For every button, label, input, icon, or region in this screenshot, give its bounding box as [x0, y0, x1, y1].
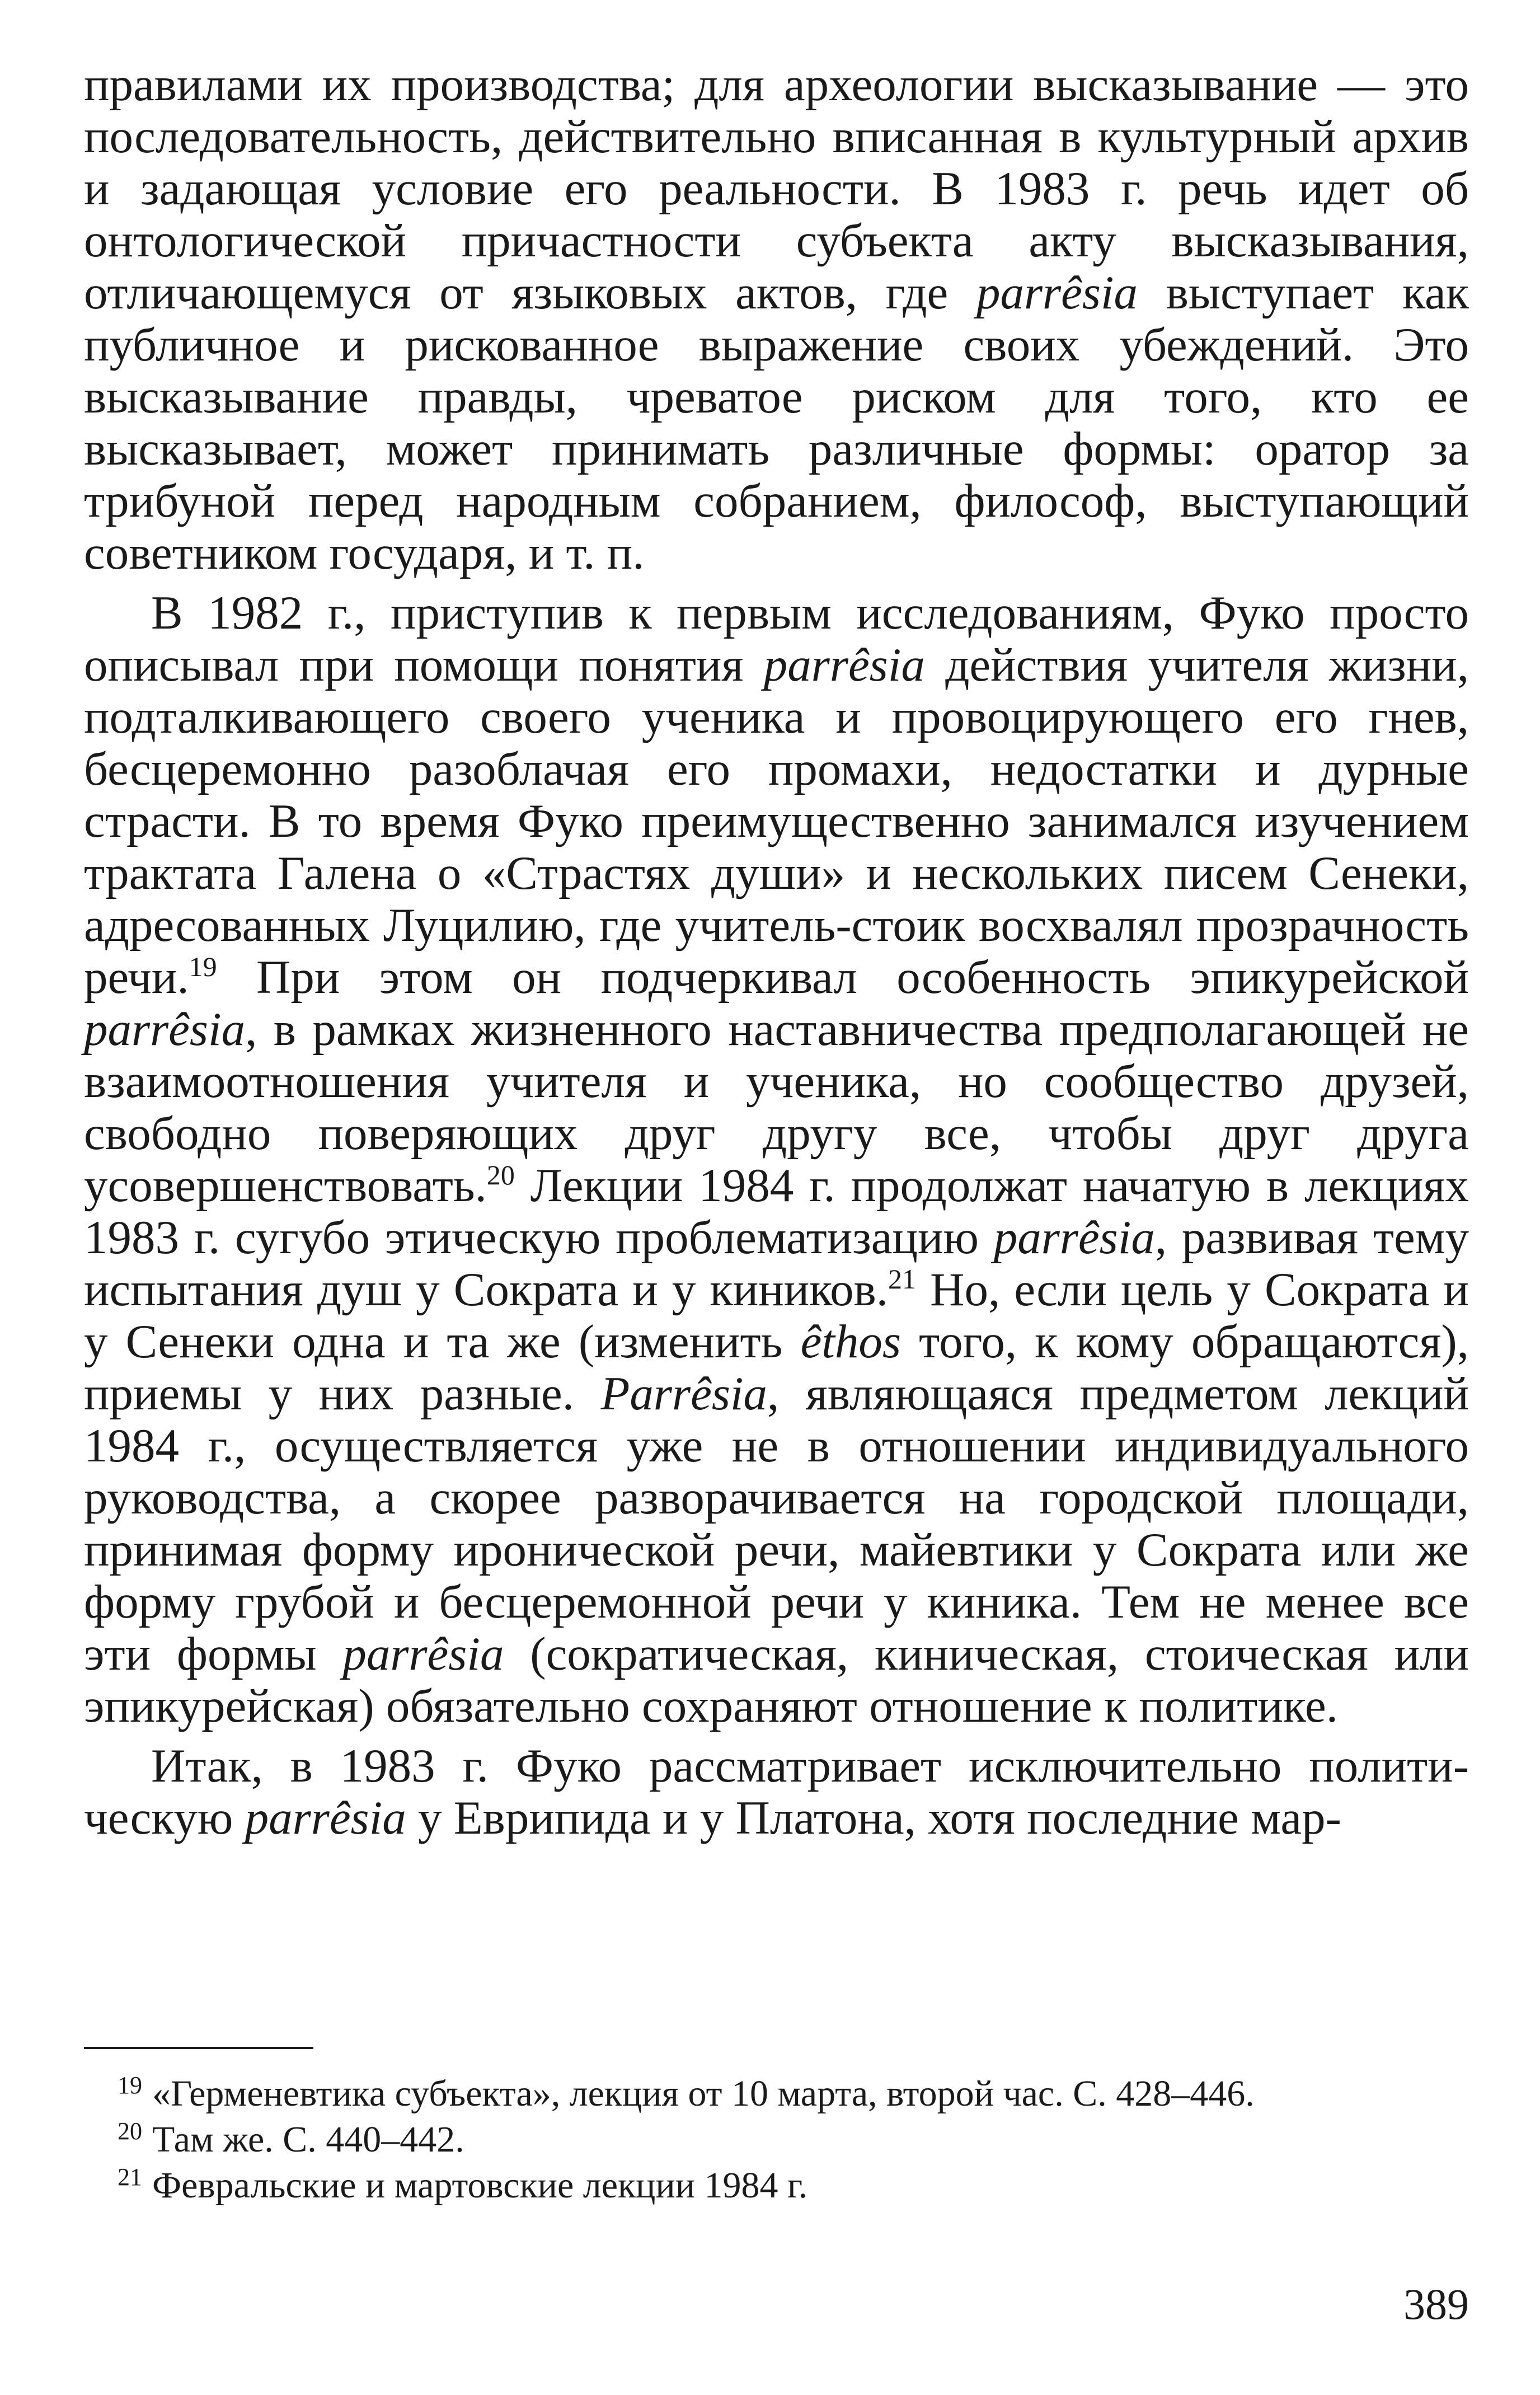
- text-run: Лекции 1984 г. продолжат начатую в лекциях 1983 г. сугубо этическую проблематизацию: [84, 1159, 1469, 1264]
- italic-term: parrêsia: [342, 1628, 504, 1680]
- footnote-text: «Герменевтика субъекта», лекция от 10 марта, второй час. С. 428–446.: [152, 2073, 1255, 2114]
- footnote-text: Февральские и мартовские лекции 1984 г.: [152, 2165, 808, 2206]
- footnote-21: [84, 2163, 1469, 2209]
- paragraph-3: [84, 1740, 1469, 1844]
- paragraph-2: [84, 587, 1469, 1732]
- text-run: Но, если цель у Сократа и у Сенеки одна и та же (изменить: [84, 1263, 1469, 1368]
- italic-term: êthos: [800, 1315, 901, 1368]
- text-run: (сократическая, киническая, стоическая или эпикурейская) обязательно сохраняют отношение к политике.: [84, 1628, 1469, 1732]
- footnote-20: [84, 2117, 1469, 2163]
- footnote-ref: 20: [486, 1159, 515, 1191]
- text-run: у Еврипида и у Платона, хотя последние мар-: [406, 1792, 1341, 1844]
- paragraph-1: [84, 59, 1469, 579]
- italic-term: parrêsia: [976, 266, 1138, 319]
- page-number: 389: [1403, 2280, 1469, 2328]
- footnote-text: Там же. С. 440–442.: [152, 2119, 464, 2160]
- text-run: , в рамках жизненного наставничества предполагающей не взаимоотношения учителя и ученика, но сообщество друзей, свободно поверяющих друг другу все, чтобы друг друга усовершенствовать.: [84, 1003, 1469, 1212]
- text-run: выступает как публичное и рискованное выражение своих убеждений. Это высказывание правды, чреватое риском для того, кто ее высказывает, может принимать различные формы: оратор за трибуной перед народным собранием, философ, выступающий советником государя, и т. п.: [84, 266, 1469, 579]
- text-run: , являющаяся предметом лекций 1984 г., осуществляется уже не в отношении индивидуального руководства, а скорее разворачивается на городской площади, принимая форму иронической речи, майевтики у Сократа или же форму грубой и бесцеремонной речи у киника. Тем не менее все эти формы: [84, 1367, 1469, 1680]
- footnote-number: 19: [118, 2071, 142, 2099]
- footnote-divider: [84, 2047, 313, 2049]
- text-run: действия учителя жизни, подталкивающего своего ученика и провоцирующего его гнев, бесцеремонно разоблачая его промахи, недостатки и дурные страсти. В то время Фуко преимущественно занимался изучением трактата Галена о «Страстях души» и нескольких писем Сенеки, адресованных Луцилию, где учитель-стоик восхвалял прозрачность речи.: [84, 639, 1469, 1004]
- italic-term: Parrêsia: [600, 1367, 768, 1420]
- footnote-ref: 21: [888, 1263, 917, 1295]
- footnote-ref: 19: [189, 951, 217, 982]
- footnote-number: 21: [118, 2163, 142, 2191]
- text-run: При этом он подчеркивал особенность эпикурейской: [217, 951, 1469, 1004]
- italic-term: parrêsia: [245, 1792, 406, 1844]
- footnotes: [84, 2071, 1469, 2209]
- text-run: правилами их производства; для археологии высказывание — это последовательность, действительно вписанная в культурный архив и задающая условие его реальности. В 1983 г. речь идет об онтологической причастности субъекта акту высказывания, отличающемуся от языковых актов, где: [84, 58, 1469, 319]
- main-text: [84, 59, 1469, 1844]
- italic-term: parrêsia: [763, 639, 925, 691]
- text-run: В 1982 г., приступив к первым исследованиям, Фуко просто описывал при помощи понятия: [84, 587, 1469, 691]
- footnote-number: 20: [118, 2117, 142, 2145]
- footnote-19: [84, 2071, 1469, 2117]
- page-body: [84, 59, 1469, 1844]
- text-run: Итак, в 1983 г. Фуко рассматривает исключительно политическую: [84, 1740, 1469, 1844]
- italic-term: parrêsia: [84, 1003, 246, 1056]
- text-run: того, к кому обращаются), приемы у них разные.: [84, 1315, 1469, 1420]
- text-run: , развивая тему испытания душ у Сократа и у киников.: [84, 1211, 1469, 1316]
- italic-term: parrêsia: [993, 1211, 1155, 1264]
